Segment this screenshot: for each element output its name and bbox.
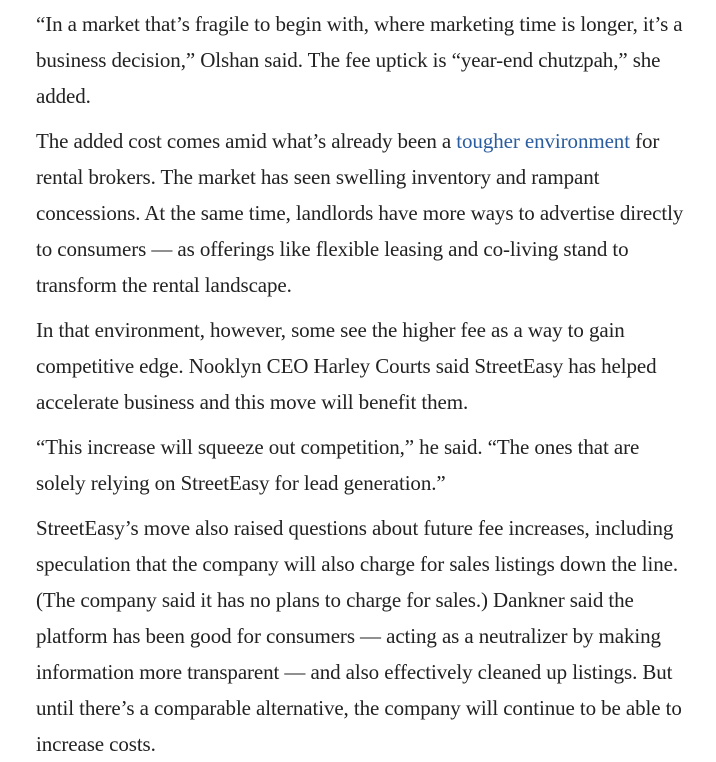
paragraph-future-fees: StreetEasy’s move also raised questions about future fee increases, including speculation that the company will also charge for sales listings down the line. (The company said it has no plans to charge for sales.) Dankner said the platform has been good for consumers — acting as a neutralizer by making information more transparent — and also effectively cleaned up listings. But until there’s a comparable alternative, the company will continue to be able to increase costs. — [36, 516, 682, 756]
paragraph-added-cost-text-before: The added cost comes amid what’s already been a — [36, 129, 457, 153]
paragraph-courts-quote: “This increase will squeeze out competition,” he said. “The ones that are solely relying on StreetEasy for lead generation.” — [36, 435, 640, 495]
paragraph-added-cost-text-after: for rental brokers. The market has seen swelling inventory and rampant concessions. At the same time, landlords have more ways to advertise directly to consumers — as offerings like flexible leasing and co-living stand to transform the rental landscape. — [36, 129, 684, 297]
tougher-environment-link[interactable]: tougher environment — [456, 129, 630, 153]
paragraph-olshan-quote: “In a market that’s fragile to begin with, where marketing time is longer, it’s a business decision,” Olshan said. The fee uptick is “year-end chutzpah,” she added. — [36, 12, 683, 108]
paragraph-added-cost — [36, 123, 692, 303]
paragraph-competitive-edge: In that environment, however, some see the higher fee as a way to gain competitive edge. Nooklyn CEO Harley Courts said StreetEasy has helped accelerate business and this move will benefit them. — [36, 318, 657, 414]
